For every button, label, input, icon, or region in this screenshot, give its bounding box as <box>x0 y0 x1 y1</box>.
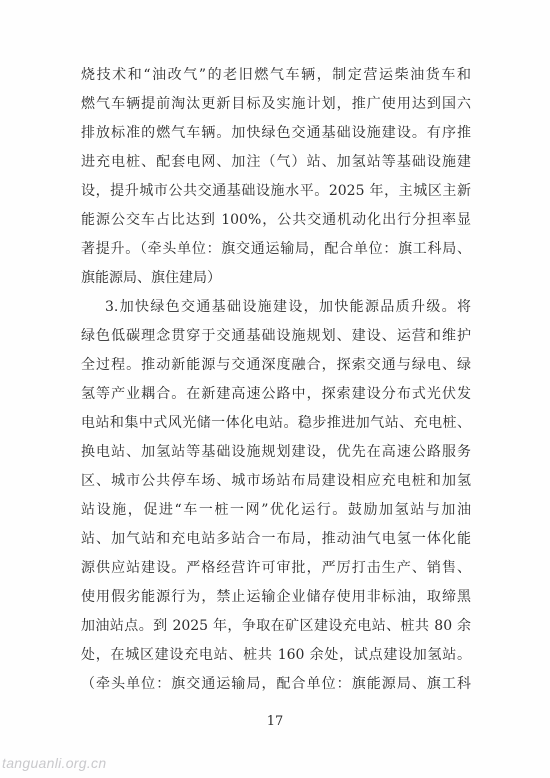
page-number: 17 <box>266 714 284 729</box>
body-text-line: 处，在城区建设充电站、桩共 160 余处，试点建设加氢站。 <box>81 647 471 663</box>
body-text-line: 旗能源局、旗住建局） <box>81 270 221 286</box>
body-text-line: 能源公交车占比达到 100%，公共交通机动化出行分担率显 <box>81 212 471 228</box>
body-text-line: 站设施，促进“车一桩一网”优化运行。鼓励加氢站与加油 <box>81 502 471 518</box>
body-text-line: 烧技术和“油改气”的老旧燃气车辆，制定营运柴油货车和 <box>81 67 471 83</box>
body-text-line: 电站和集中式风光储一体化电站。稳步推进加气站、充电桩、 <box>81 415 471 431</box>
body-text-line: 著提升。（牵头单位：旗交通运输局，配合单位：旗工科局、 <box>81 241 471 257</box>
body-text-line: 全过程。推动新能源与交通深度融合，探索交通与绿电、绿 <box>81 357 471 373</box>
body-text-line: 进充电桩、配套电网、加注（气）站、加氢站等基础设施建 <box>81 154 471 170</box>
watermark: tanguanli.org.cn <box>2 755 107 771</box>
body-text-line: 氢等产业耦合。在新建高速公路中，探索建设分布式光伏发 <box>81 386 471 402</box>
body-text-line: 源供应站建设。严格经营许可审批，严厉打击生产、销售、 <box>81 560 471 576</box>
body-text-line: 排放标准的燃气车辆。加快绿色交通基础设施建设。有序推 <box>81 125 471 141</box>
body-text-line: （牵头单位：旗交通运输局，配合单位：旗能源局、旗工科 <box>81 676 471 692</box>
body-text-line: 站、加气站和充电站多站合一布局，推动油气电氢一体化能 <box>81 531 471 547</box>
body-text-line: 设，提升城市公共交通基础设施水平。2025 年，主城区主新 <box>81 183 471 199</box>
section-heading-line: 3.加快绿色交通基础设施建设，加快能源品质升级。将 <box>105 299 471 315</box>
body-text-line: 加油站点。到 2025 年，争取在矿区建设充电站、桩共 80 余 <box>81 618 471 634</box>
body-text <box>81 61 471 699</box>
body-text-line: 区、城市公共停车场、城市场站布局建设相应充电桩和加氢 <box>81 473 471 489</box>
paragraph <box>81 61 471 293</box>
body-text-line: 燃气车辆提前淘汰更新目标及实施计划，推广使用达到国六 <box>81 96 471 112</box>
body-text-line: 换电站、加氢站等基础设施规划建设，优先在高速公路服务 <box>81 444 471 460</box>
body-text-line: 使用假劣能源行为，禁止运输企业储存使用非标油，取缔黑 <box>81 589 471 605</box>
paragraph <box>81 293 471 699</box>
body-text-line: 绿色低碳理念贯穿于交通基础设施规划、建设、运营和维护 <box>81 328 471 344</box>
